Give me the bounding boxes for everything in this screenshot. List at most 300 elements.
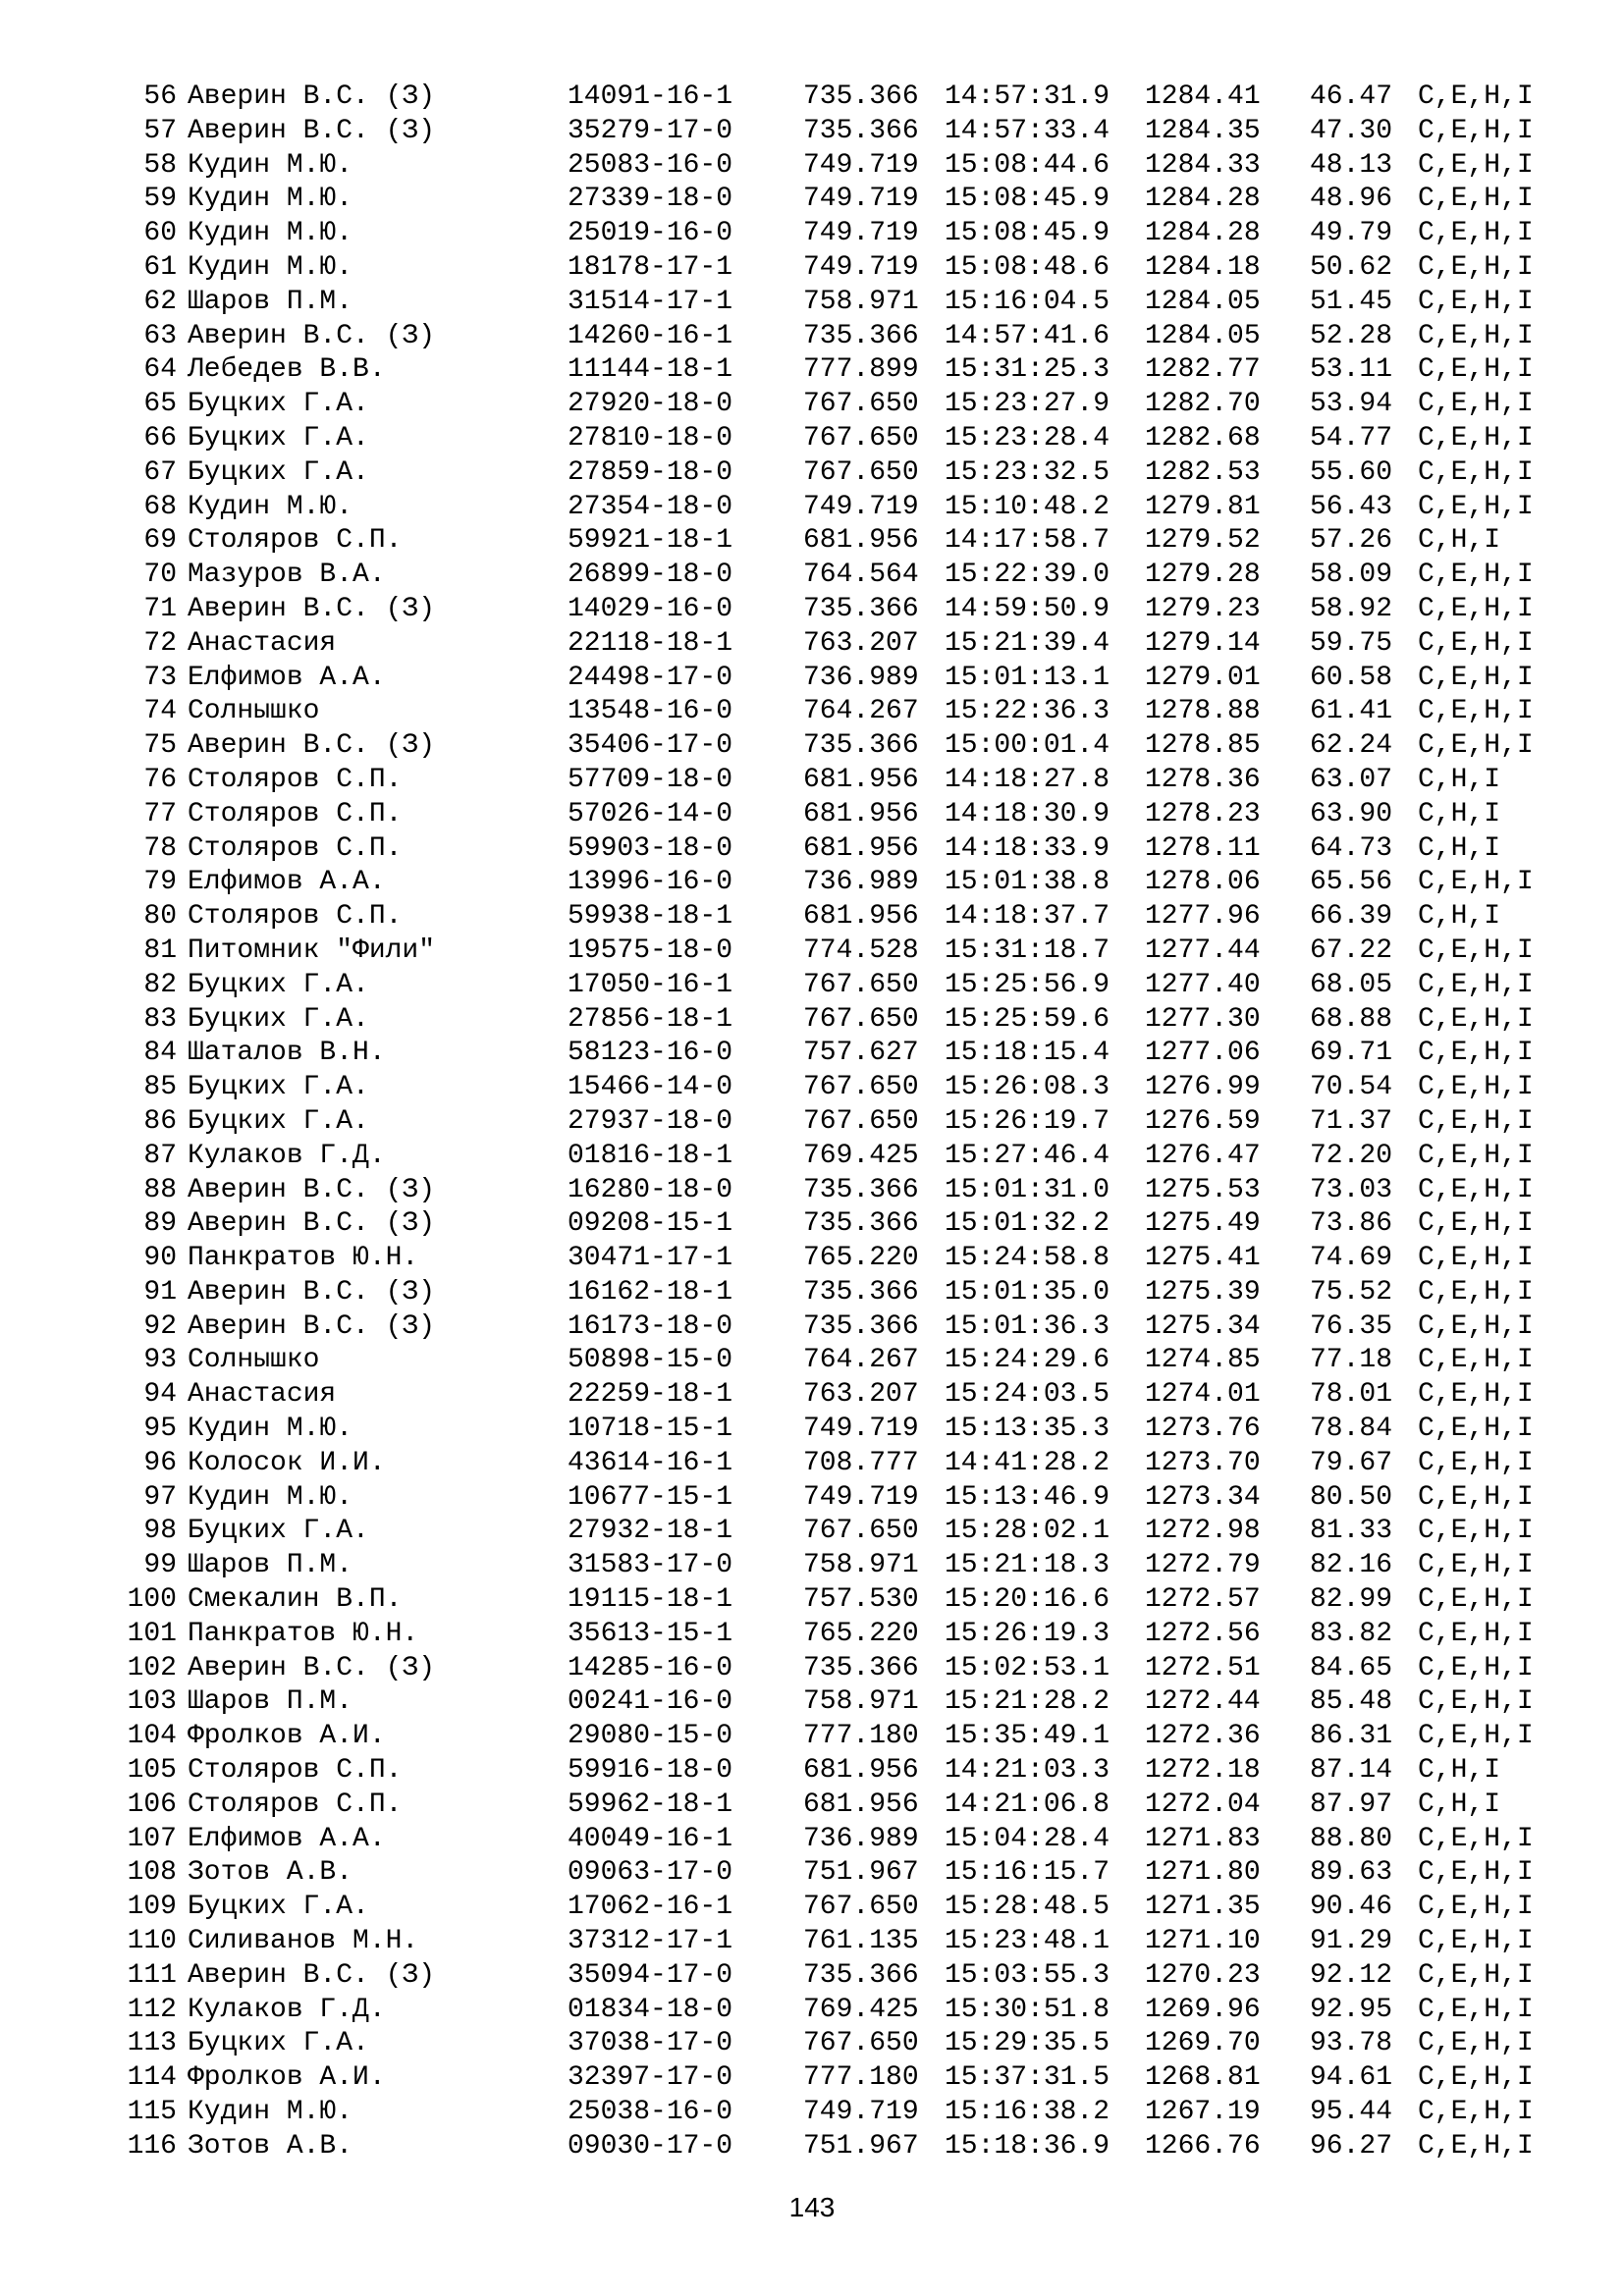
place-cell: 78 xyxy=(143,832,177,864)
ring-number-cell: 26899-18-0 xyxy=(568,560,733,591)
ring-number-cell: 22259-18-1 xyxy=(568,1379,733,1411)
table-row xyxy=(0,695,1624,729)
fancier-name-cell: Буцких Г.А. xyxy=(188,2028,369,2059)
categories-cell: C,H,I xyxy=(1418,764,1501,795)
categories-cell: C,E,H,I xyxy=(1418,1994,1534,2025)
speed-cell: 1272.51 xyxy=(1145,1652,1261,1683)
fancier-name-cell: Зотов А.В. xyxy=(188,1857,353,1889)
table-row xyxy=(0,388,1624,422)
categories-cell: C,E,H,I xyxy=(1418,81,1534,112)
speed-cell: 1272.18 xyxy=(1145,1755,1261,1787)
categories-cell: C,E,H,I xyxy=(1418,730,1534,762)
points-cell: 53.11 xyxy=(1310,354,1393,386)
arrival-time-cell: 15:24:58.8 xyxy=(945,1243,1110,1274)
categories-cell: C,H,I xyxy=(1418,1789,1501,1820)
fancier-name-cell: Анастасия xyxy=(188,1379,337,1411)
categories-cell: C,E,H,I xyxy=(1418,456,1534,488)
distance-cell: 735.366 xyxy=(803,1208,919,1240)
speed-cell: 1279.28 xyxy=(1145,560,1261,591)
fancier-name-cell: Столяров С.П. xyxy=(188,901,403,933)
arrival-time-cell: 15:01:36.3 xyxy=(945,1310,1110,1342)
table-row xyxy=(0,1003,1624,1038)
fancier-name-cell: Кудин М.Ю. xyxy=(188,218,353,249)
ring-number-cell: 10718-15-1 xyxy=(568,1414,733,1445)
distance-cell: 749.719 xyxy=(803,184,919,215)
fancier-name-cell: Кудин М.Ю. xyxy=(188,251,353,283)
points-cell: 56.43 xyxy=(1310,491,1393,522)
arrival-time-cell: 15:25:59.6 xyxy=(945,1003,1110,1035)
place-cell: 112 xyxy=(127,1994,177,2025)
speed-cell: 1282.68 xyxy=(1145,422,1261,454)
categories-cell: C,E,H,I xyxy=(1418,1105,1534,1137)
fancier-name-cell: Солнышко xyxy=(188,1345,320,1376)
arrival-time-cell: 15:02:53.1 xyxy=(945,1652,1110,1683)
place-cell: 105 xyxy=(127,1755,177,1787)
points-cell: 47.30 xyxy=(1310,115,1393,146)
points-cell: 53.94 xyxy=(1310,389,1393,420)
categories-cell: C,E,H,I xyxy=(1418,1414,1534,1445)
table-row xyxy=(0,1823,1624,1857)
fancier-name-cell: Аверин В.С. (З) xyxy=(188,115,436,146)
fancier-name-cell: Кулаков Г.Д. xyxy=(188,1994,386,2025)
table-row xyxy=(0,1652,1624,1686)
table-row xyxy=(0,1140,1624,1174)
points-cell: 80.50 xyxy=(1310,1481,1393,1513)
ring-number-cell: 01816-18-1 xyxy=(568,1140,733,1171)
arrival-time-cell: 14:18:33.9 xyxy=(945,832,1110,864)
speed-cell: 1272.36 xyxy=(1145,1721,1261,1752)
points-cell: 92.12 xyxy=(1310,1959,1393,1991)
table-row xyxy=(0,286,1624,320)
arrival-time-cell: 15:35:49.1 xyxy=(945,1721,1110,1752)
categories-cell: C,E,H,I xyxy=(1418,491,1534,522)
points-cell: 94.61 xyxy=(1310,2062,1393,2094)
speed-cell: 1284.41 xyxy=(1145,81,1261,112)
categories-cell: C,E,H,I xyxy=(1418,354,1534,386)
fancier-name-cell: Аверин В.С. (З) xyxy=(188,81,436,112)
ring-number-cell: 25038-16-0 xyxy=(568,2097,733,2128)
fancier-name-cell: Аверин В.С. (З) xyxy=(188,1310,436,1342)
arrival-time-cell: 15:01:35.0 xyxy=(945,1276,1110,1308)
fancier-name-cell: Буцких Г.А. xyxy=(188,456,369,488)
ring-number-cell: 27354-18-0 xyxy=(568,491,733,522)
fancier-name-cell: Аверин В.С. (З) xyxy=(188,1174,436,1205)
points-cell: 59.75 xyxy=(1310,627,1393,659)
distance-cell: 681.956 xyxy=(803,798,919,829)
ring-number-cell: 37038-17-0 xyxy=(568,2028,733,2059)
arrival-time-cell: 15:16:38.2 xyxy=(945,2097,1110,2128)
categories-cell: C,E,H,I xyxy=(1418,1276,1534,1308)
ring-number-cell: 25019-16-0 xyxy=(568,218,733,249)
table-row xyxy=(0,2061,1624,2096)
fancier-name-cell: Колосок И.И. xyxy=(188,1447,386,1478)
categories-cell: C,E,H,I xyxy=(1418,2062,1534,2094)
ring-number-cell: 16173-18-0 xyxy=(568,1310,733,1342)
speed-cell: 1277.40 xyxy=(1145,969,1261,1000)
points-cell: 69.71 xyxy=(1310,1038,1393,1069)
fancier-name-cell: Столяров С.П. xyxy=(188,798,403,829)
points-cell: 64.73 xyxy=(1310,832,1393,864)
place-cell: 59 xyxy=(143,184,177,215)
points-cell: 58.09 xyxy=(1310,560,1393,591)
points-cell: 68.88 xyxy=(1310,1003,1393,1035)
place-cell: 84 xyxy=(143,1038,177,1069)
distance-cell: 767.650 xyxy=(803,422,919,454)
speed-cell: 1272.56 xyxy=(1145,1618,1261,1649)
points-cell: 73.03 xyxy=(1310,1174,1393,1205)
ring-number-cell: 59903-18-0 xyxy=(568,832,733,864)
fancier-name-cell: Аверин В.С. (З) xyxy=(188,593,436,624)
speed-cell: 1267.19 xyxy=(1145,2097,1261,2128)
place-cell: 80 xyxy=(143,901,177,933)
ring-number-cell: 27339-18-0 xyxy=(568,184,733,215)
categories-cell: C,E,H,I xyxy=(1418,1926,1534,1957)
speed-cell: 1279.14 xyxy=(1145,627,1261,659)
arrival-time-cell: 15:30:51.8 xyxy=(945,1994,1110,2025)
ring-number-cell: 29080-15-0 xyxy=(568,1721,733,1752)
speed-cell: 1279.81 xyxy=(1145,491,1261,522)
categories-cell: C,H,I xyxy=(1418,798,1501,829)
points-cell: 96.27 xyxy=(1310,2130,1393,2162)
table-row xyxy=(0,1174,1624,1208)
fancier-name-cell: Аверин В.С. (З) xyxy=(188,320,436,351)
points-cell: 74.69 xyxy=(1310,1243,1393,1274)
ring-number-cell: 57709-18-0 xyxy=(568,764,733,795)
speed-cell: 1279.01 xyxy=(1145,662,1261,693)
ring-number-cell: 50898-15-0 xyxy=(568,1345,733,1376)
table-row xyxy=(0,1891,1624,1925)
ring-number-cell: 31514-17-1 xyxy=(568,286,733,317)
place-cell: 111 xyxy=(127,1959,177,1991)
fancier-name-cell: Буцких Г.А. xyxy=(188,422,369,454)
categories-cell: C,E,H,I xyxy=(1418,1686,1534,1718)
categories-cell: C,H,I xyxy=(1418,832,1501,864)
categories-cell: C,E,H,I xyxy=(1418,149,1534,181)
arrival-time-cell: 15:01:13.1 xyxy=(945,662,1110,693)
points-cell: 88.80 xyxy=(1310,1823,1393,1854)
arrival-time-cell: 14:17:58.7 xyxy=(945,525,1110,557)
points-cell: 82.16 xyxy=(1310,1550,1393,1581)
arrival-time-cell: 14:57:41.6 xyxy=(945,320,1110,351)
table-row xyxy=(0,593,1624,627)
arrival-time-cell: 15:37:31.5 xyxy=(945,2062,1110,2094)
categories-cell: C,E,H,I xyxy=(1418,218,1534,249)
fancier-name-cell: Лебедев В.В. xyxy=(188,354,386,386)
table-row xyxy=(0,1789,1624,1823)
points-cell: 51.45 xyxy=(1310,286,1393,317)
ring-number-cell: 17062-16-1 xyxy=(568,1892,733,1923)
points-cell: 55.60 xyxy=(1310,456,1393,488)
categories-cell: C,E,H,I xyxy=(1418,696,1534,727)
categories-cell: C,H,I xyxy=(1418,525,1501,557)
place-cell: 110 xyxy=(127,1926,177,1957)
distance-cell: 757.530 xyxy=(803,1584,919,1616)
points-cell: 86.31 xyxy=(1310,1721,1393,1752)
arrival-time-cell: 15:26:08.3 xyxy=(945,1072,1110,1103)
speed-cell: 1273.76 xyxy=(1145,1414,1261,1445)
distance-cell: 736.989 xyxy=(803,1823,919,1854)
ring-number-cell: 27856-18-1 xyxy=(568,1003,733,1035)
speed-cell: 1272.57 xyxy=(1145,1584,1261,1616)
ring-number-cell: 13996-16-0 xyxy=(568,867,733,898)
arrival-time-cell: 15:23:48.1 xyxy=(945,1926,1110,1957)
speed-cell: 1272.04 xyxy=(1145,1789,1261,1820)
speed-cell: 1272.98 xyxy=(1145,1516,1261,1547)
fancier-name-cell: Смекалин В.П. xyxy=(188,1584,403,1616)
ring-number-cell: 11144-18-1 xyxy=(568,354,733,386)
table-row xyxy=(0,149,1624,184)
place-cell: 64 xyxy=(143,354,177,386)
table-row xyxy=(0,320,1624,354)
points-cell: 48.96 xyxy=(1310,184,1393,215)
distance-cell: 767.650 xyxy=(803,1003,919,1035)
table-row xyxy=(0,1344,1624,1378)
speed-cell: 1275.34 xyxy=(1145,1310,1261,1342)
speed-cell: 1277.96 xyxy=(1145,901,1261,933)
place-cell: 86 xyxy=(143,1105,177,1137)
table-row xyxy=(0,1481,1624,1516)
distance-cell: 735.366 xyxy=(803,81,919,112)
place-cell: 108 xyxy=(127,1857,177,1889)
speed-cell: 1278.06 xyxy=(1145,867,1261,898)
fancier-name-cell: Кудин М.Ю. xyxy=(188,149,353,181)
arrival-time-cell: 15:21:39.4 xyxy=(945,627,1110,659)
distance-cell: 735.366 xyxy=(803,1652,919,1683)
speed-cell: 1278.36 xyxy=(1145,764,1261,795)
points-cell: 52.28 xyxy=(1310,320,1393,351)
distance-cell: 767.650 xyxy=(803,2028,919,2059)
categories-cell: C,E,H,I xyxy=(1418,969,1534,1000)
distance-cell: 681.956 xyxy=(803,832,919,864)
fancier-name-cell: Столяров С.П. xyxy=(188,832,403,864)
fancier-name-cell: Аверин В.С. (З) xyxy=(188,1208,436,1240)
arrival-time-cell: 15:16:15.7 xyxy=(945,1857,1110,1889)
arrival-time-cell: 15:13:46.9 xyxy=(945,1481,1110,1513)
distance-cell: 735.366 xyxy=(803,1276,919,1308)
fancier-name-cell: Столяров С.П. xyxy=(188,764,403,795)
points-cell: 90.46 xyxy=(1310,1892,1393,1923)
speed-cell: 1276.99 xyxy=(1145,1072,1261,1103)
categories-cell: C,H,I xyxy=(1418,1755,1501,1787)
arrival-time-cell: 15:23:27.9 xyxy=(945,389,1110,420)
place-cell: 94 xyxy=(143,1379,177,1411)
table-row xyxy=(0,1207,1624,1242)
speed-cell: 1282.77 xyxy=(1145,354,1261,386)
categories-cell: C,E,H,I xyxy=(1418,286,1534,317)
fancier-name-cell: Аверин В.С. (З) xyxy=(188,730,436,762)
place-cell: 61 xyxy=(143,251,177,283)
categories-cell: C,E,H,I xyxy=(1418,251,1534,283)
arrival-time-cell: 15:08:44.6 xyxy=(945,149,1110,181)
speed-cell: 1278.11 xyxy=(1145,832,1261,864)
ring-number-cell: 14260-16-1 xyxy=(568,320,733,351)
distance-cell: 769.425 xyxy=(803,1140,919,1171)
speed-cell: 1268.81 xyxy=(1145,2062,1261,2094)
points-cell: 63.07 xyxy=(1310,764,1393,795)
table-row xyxy=(0,627,1624,662)
place-cell: 104 xyxy=(127,1721,177,1752)
place-cell: 71 xyxy=(143,593,177,624)
distance-cell: 765.220 xyxy=(803,1618,919,1649)
distance-cell: 757.627 xyxy=(803,1038,919,1069)
points-cell: 62.24 xyxy=(1310,730,1393,762)
points-cell: 46.47 xyxy=(1310,81,1393,112)
speed-cell: 1282.70 xyxy=(1145,389,1261,420)
categories-cell: C,E,H,I xyxy=(1418,934,1534,966)
fancier-name-cell: Буцких Г.А. xyxy=(188,1516,369,1547)
arrival-time-cell: 15:24:03.5 xyxy=(945,1379,1110,1411)
arrival-time-cell: 14:18:27.8 xyxy=(945,764,1110,795)
points-cell: 60.58 xyxy=(1310,662,1393,693)
points-cell: 58.92 xyxy=(1310,593,1393,624)
arrival-time-cell: 14:18:30.9 xyxy=(945,798,1110,829)
place-cell: 116 xyxy=(127,2130,177,2162)
place-cell: 70 xyxy=(143,560,177,591)
ring-number-cell: 18178-17-1 xyxy=(568,251,733,283)
table-row xyxy=(0,1856,1624,1891)
distance-cell: 749.719 xyxy=(803,1414,919,1445)
fancier-name-cell: Елфимов А.А. xyxy=(188,1823,386,1854)
categories-cell: C,E,H,I xyxy=(1418,662,1534,693)
arrival-time-cell: 15:23:28.4 xyxy=(945,422,1110,454)
fancier-name-cell: Фролков А.И. xyxy=(188,2062,386,2094)
distance-cell: 761.135 xyxy=(803,1926,919,1957)
speed-cell: 1269.70 xyxy=(1145,2028,1261,2059)
categories-cell: C,H,I xyxy=(1418,901,1501,933)
ring-number-cell: 35094-17-0 xyxy=(568,1959,733,1991)
place-cell: 56 xyxy=(143,81,177,112)
ring-number-cell: 59938-18-1 xyxy=(568,901,733,933)
place-cell: 102 xyxy=(127,1652,177,1683)
table-row xyxy=(0,934,1624,969)
ring-number-cell: 43614-16-1 xyxy=(568,1447,733,1478)
points-cell: 72.20 xyxy=(1310,1140,1393,1171)
place-cell: 74 xyxy=(143,696,177,727)
arrival-time-cell: 14:57:31.9 xyxy=(945,81,1110,112)
speed-cell: 1282.53 xyxy=(1145,456,1261,488)
distance-cell: 758.971 xyxy=(803,286,919,317)
points-cell: 78.01 xyxy=(1310,1379,1393,1411)
speed-cell: 1266.76 xyxy=(1145,2130,1261,2162)
speed-cell: 1278.23 xyxy=(1145,798,1261,829)
speed-cell: 1274.01 xyxy=(1145,1379,1261,1411)
place-cell: 89 xyxy=(143,1208,177,1240)
categories-cell: C,E,H,I xyxy=(1418,1243,1534,1274)
place-cell: 88 xyxy=(143,1174,177,1205)
fancier-name-cell: Шаров П.М. xyxy=(188,1550,353,1581)
place-cell: 58 xyxy=(143,149,177,181)
speed-cell: 1273.34 xyxy=(1145,1481,1261,1513)
ring-number-cell: 19575-18-0 xyxy=(568,934,733,966)
place-cell: 79 xyxy=(143,867,177,898)
table-row xyxy=(0,1071,1624,1105)
place-cell: 60 xyxy=(143,218,177,249)
points-cell: 93.78 xyxy=(1310,2028,1393,2059)
fancier-name-cell: Кудин М.Ю. xyxy=(188,1481,353,1513)
arrival-time-cell: 15:08:48.6 xyxy=(945,251,1110,283)
points-cell: 75.52 xyxy=(1310,1276,1393,1308)
arrival-time-cell: 15:22:36.3 xyxy=(945,696,1110,727)
speed-cell: 1275.39 xyxy=(1145,1276,1261,1308)
arrival-time-cell: 14:21:06.8 xyxy=(945,1789,1110,1820)
categories-cell: C,E,H,I xyxy=(1418,1857,1534,1889)
place-cell: 92 xyxy=(143,1310,177,1342)
arrival-time-cell: 15:31:25.3 xyxy=(945,354,1110,386)
distance-cell: 764.267 xyxy=(803,696,919,727)
speed-cell: 1276.59 xyxy=(1145,1105,1261,1137)
place-cell: 107 xyxy=(127,1823,177,1854)
points-cell: 83.82 xyxy=(1310,1618,1393,1649)
distance-cell: 736.989 xyxy=(803,867,919,898)
distance-cell: 765.220 xyxy=(803,1243,919,1274)
categories-cell: C,E,H,I xyxy=(1418,1652,1534,1683)
fancier-name-cell: Панкратов Ю.Н. xyxy=(188,1618,419,1649)
categories-cell: C,E,H,I xyxy=(1418,1516,1534,1547)
place-cell: 100 xyxy=(127,1584,177,1616)
ring-number-cell: 22118-18-1 xyxy=(568,627,733,659)
place-cell: 114 xyxy=(127,2062,177,2094)
distance-cell: 767.650 xyxy=(803,1072,919,1103)
arrival-time-cell: 15:18:15.4 xyxy=(945,1038,1110,1069)
points-cell: 89.63 xyxy=(1310,1857,1393,1889)
place-cell: 95 xyxy=(143,1414,177,1445)
ring-number-cell: 32397-17-0 xyxy=(568,2062,733,2094)
fancier-name-cell: Зотов А.В. xyxy=(188,2130,353,2162)
points-cell: 95.44 xyxy=(1310,2097,1393,2128)
ring-number-cell: 09208-15-1 xyxy=(568,1208,733,1240)
ring-number-cell: 09063-17-0 xyxy=(568,1857,733,1889)
fancier-name-cell: Буцких Г.А. xyxy=(188,1105,369,1137)
page-number: 143 xyxy=(788,2192,836,2222)
place-cell: 109 xyxy=(127,1892,177,1923)
distance-cell: 735.366 xyxy=(803,320,919,351)
distance-cell: 749.719 xyxy=(803,1481,919,1513)
points-cell: 65.56 xyxy=(1310,867,1393,898)
arrival-time-cell: 15:24:29.6 xyxy=(945,1345,1110,1376)
speed-cell: 1278.88 xyxy=(1145,696,1261,727)
table-row xyxy=(0,1583,1624,1618)
place-cell: 65 xyxy=(143,389,177,420)
ring-number-cell: 59962-18-1 xyxy=(568,1789,733,1820)
table-row xyxy=(0,1685,1624,1720)
fancier-name-cell: Мазуров В.А. xyxy=(188,560,386,591)
fancier-name-cell: Буцких Г.А. xyxy=(188,1072,369,1103)
ring-number-cell: 35279-17-0 xyxy=(568,115,733,146)
ring-number-cell: 27937-18-0 xyxy=(568,1105,733,1137)
distance-cell: 735.366 xyxy=(803,1174,919,1205)
categories-cell: C,E,H,I xyxy=(1418,1823,1534,1854)
categories-cell: C,E,H,I xyxy=(1418,867,1534,898)
arrival-time-cell: 15:20:16.6 xyxy=(945,1584,1110,1616)
points-cell: 92.95 xyxy=(1310,1994,1393,2025)
categories-cell: C,E,H,I xyxy=(1418,1584,1534,1616)
arrival-time-cell: 15:28:02.1 xyxy=(945,1516,1110,1547)
categories-cell: C,E,H,I xyxy=(1418,2130,1534,2162)
place-cell: 77 xyxy=(143,798,177,829)
ring-number-cell: 58123-16-0 xyxy=(568,1038,733,1069)
points-cell: 84.65 xyxy=(1310,1652,1393,1683)
table-row xyxy=(0,353,1624,388)
table-row xyxy=(0,1037,1624,1071)
arrival-time-cell: 14:21:03.3 xyxy=(945,1755,1110,1787)
speed-cell: 1284.33 xyxy=(1145,149,1261,181)
distance-cell: 735.366 xyxy=(803,115,919,146)
place-cell: 91 xyxy=(143,1276,177,1308)
points-cell: 57.26 xyxy=(1310,525,1393,557)
points-cell: 77.18 xyxy=(1310,1345,1393,1376)
arrival-time-cell: 15:08:45.9 xyxy=(945,184,1110,215)
fancier-name-cell: Буцких Г.А. xyxy=(188,389,369,420)
